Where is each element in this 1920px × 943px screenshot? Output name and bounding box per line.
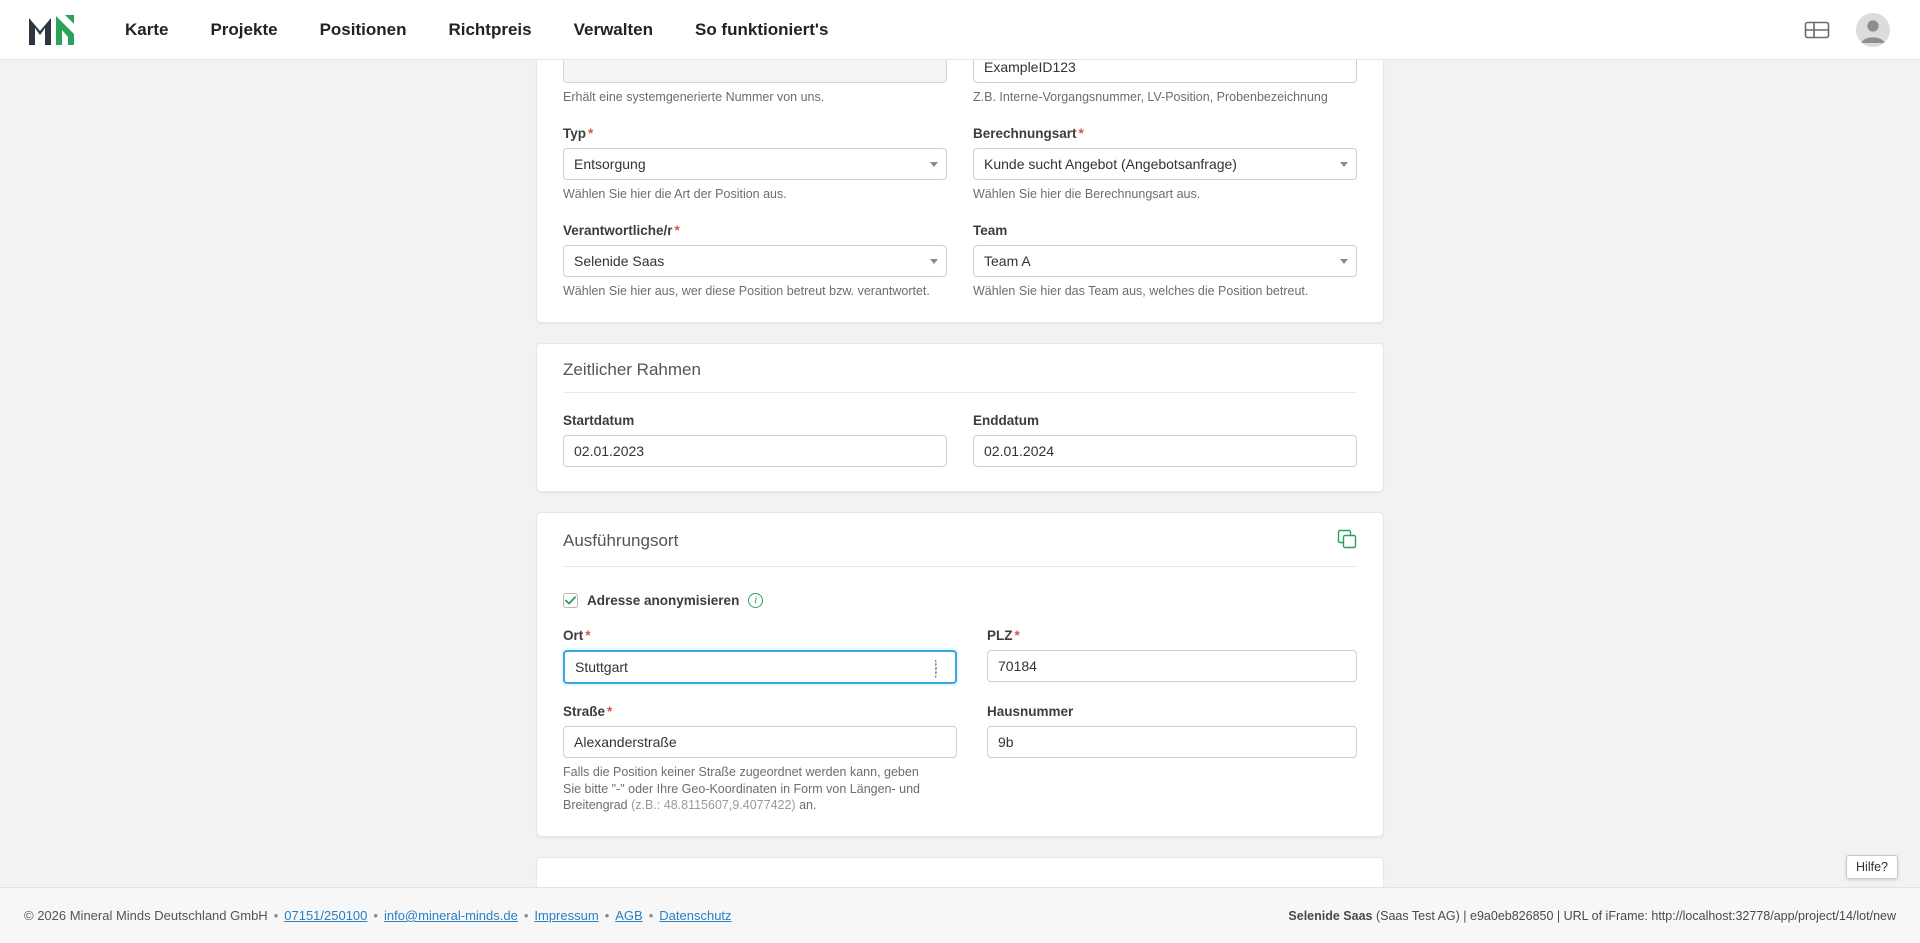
ort-input-wrap [563,650,957,684]
startdatum-input[interactable] [563,435,947,467]
top-nav-right-actions [1800,13,1920,47]
berechnungsart-helper: Wählen Sie hier die Berechnungsart aus. [973,186,1201,201]
nav-link-richtpreis[interactable]: Richtpreis [448,19,532,39]
plz-input[interactable] [987,650,1357,682]
check-icon [565,596,576,605]
footer-datenschutz-link[interactable]: Datenschutz [659,908,732,923]
team-label: Team [973,222,1008,238]
strasse-helper-line3a: Breitengrad [563,798,632,813]
field-hausnummer [987,704,1357,815]
page-footer [0,887,1920,943]
id-input[interactable] [563,60,947,83]
anonymize-label: Adresse anonymisieren [587,592,740,608]
berechnungsart-select-wrap[interactable] [973,148,1357,180]
row-verantwortliche-team [537,223,1383,300]
ort-input[interactable] [563,650,957,684]
team-helper: Wählen Sie hier das Team aus, welches die Position betreut. [973,283,1309,298]
row-dates [537,413,1383,467]
external-id-helper: Z.B. Interne-Vorgangsnummer, LV-Position, Probenbezeichnung [973,90,1328,104]
row-typ-berechnungsart [537,126,1383,203]
copy-glyph-icon [1337,529,1357,549]
typ-helper: Wählen Sie hier die Art der Position aus. [563,186,787,201]
strasse-helper-line2: Sie bitte "-" oder Ihre Geo-Koordinaten in Form von Längen- und [563,781,920,796]
help-button[interactable]: Hilfe? [1846,855,1898,879]
footer-sep-5: • [648,908,654,923]
team-select-wrap[interactable] [973,245,1357,277]
ausfuehrungsort-header [537,513,1383,566]
team-select[interactable]: Team A [973,245,1357,277]
hausnummer-label: Hausnummer [987,703,1074,719]
enddatum-label: Enddatum [973,412,1039,428]
nav-link-projekte[interactable]: Projekte [210,19,278,39]
copy-icon[interactable] [1337,529,1357,554]
field-team [973,223,1357,300]
field-enddatum [973,413,1357,467]
top-navigation-bar [0,0,1920,60]
verantwortliche-select-wrap[interactable] [563,245,947,277]
row-ort-plz [537,628,1383,684]
field-typ [563,126,947,203]
card-zeitlicher-rahmen [536,343,1384,492]
footer-phone-link[interactable]: 07151/250100 [284,908,368,923]
typ-label: Typ * [563,125,594,141]
ausfuehrungsort-title: Ausführungsort [563,531,679,551]
verantwortliche-helper: Wählen Sie hier aus, wer diese Position betreut bzw. verantwortet. [563,283,930,298]
footer-user-org: (Saas Test AG) [1375,908,1460,923]
field-id [563,60,947,106]
footer-sep-4: • [604,908,610,923]
user-avatar-icon[interactable] [1856,13,1890,47]
row-strasse-hausnummer [537,704,1383,815]
field-startdatum [563,413,947,467]
field-verantwortliche [563,223,947,300]
footer-session-info [1288,909,1896,923]
strasse-input[interactable] [563,726,957,758]
field-plz [987,628,1357,684]
id-helper: Erhält eine systemgenerierte Nummer von uns. [563,90,825,104]
strasse-helper [563,764,957,815]
footer-sep-2: • [373,908,378,923]
card-ausfuehrungsort [536,512,1384,838]
logo-icon [26,12,78,48]
panel-toggle-icon[interactable] [1800,15,1834,45]
field-berechnungsart [973,126,1357,203]
anonymize-row [537,593,1383,608]
anonymize-checkbox[interactable] [563,593,578,608]
card-stammdaten [536,60,1384,323]
strasse-helper-line1: Falls die Position keiner Straße zugeordnet werden kann, geben [563,764,919,779]
footer-copyright: © 2026 Mineral Minds Deutschland GmbH [24,908,268,923]
nav-link-so-funktionierts[interactable]: So funktioniert's [694,19,829,39]
plz-label: PLZ * [987,627,1020,643]
info-icon[interactable]: i [748,593,763,608]
field-strasse [563,704,957,815]
footer-sep-3: • [523,908,529,923]
loading-spinner-icon [933,660,946,673]
zeitlicher-rahmen-title: Zeitlicher Rahmen [563,359,701,379]
footer-user-name: Selenide Saas [1288,908,1373,923]
nav-link-verwalten[interactable]: Verwalten [573,19,653,39]
strasse-helper-line3c: an. [795,798,817,813]
footer-sep-1: • [273,908,279,923]
avatar-glyph-icon [1856,13,1890,47]
berechnungsart-select[interactable]: Kunde sucht Angebot (Angebotsanfrage) [973,148,1357,180]
verantwortliche-label: Verantwortliche/r * [563,222,680,238]
footer-session-id: | e9a0eb826850 | URL of iFrame: http://localhost:32778/app/project/14/lot/new [1463,908,1896,923]
nav-link-karte[interactable]: Karte [125,19,169,39]
strasse-helper-example: (z.B.: 48.8115607,9.4077422) [631,798,796,813]
mineral-minds-logo[interactable] [0,0,104,60]
hausnummer-input[interactable] [987,726,1357,758]
typ-select[interactable]: Entsorgung [563,148,947,180]
form-column [536,60,1384,915]
footer-impressum-link[interactable]: Impressum [534,908,599,923]
ort-label: Ort * [563,627,591,643]
row-ids [537,60,1383,106]
strasse-label: Straße * [563,703,613,719]
enddatum-input[interactable] [973,435,1357,467]
footer-email-link[interactable]: info@mineral-minds.de [383,908,518,923]
field-ort [563,628,957,684]
page-scroll-area[interactable] [0,60,1920,915]
footer-agb-link[interactable]: AGB [615,908,643,923]
typ-select-wrap[interactable] [563,148,947,180]
berechnungsart-label: Berechnungsart * [973,125,1084,141]
startdatum-label: Startdatum [563,412,635,428]
main-nav-links [104,0,849,60]
external-id-input[interactable] [973,60,1357,83]
verantwortliche-select[interactable]: Selenide Saas [563,245,947,277]
nav-link-positionen[interactable]: Positionen [319,19,407,39]
field-external-id [973,60,1357,106]
panel-icon [1804,20,1830,40]
